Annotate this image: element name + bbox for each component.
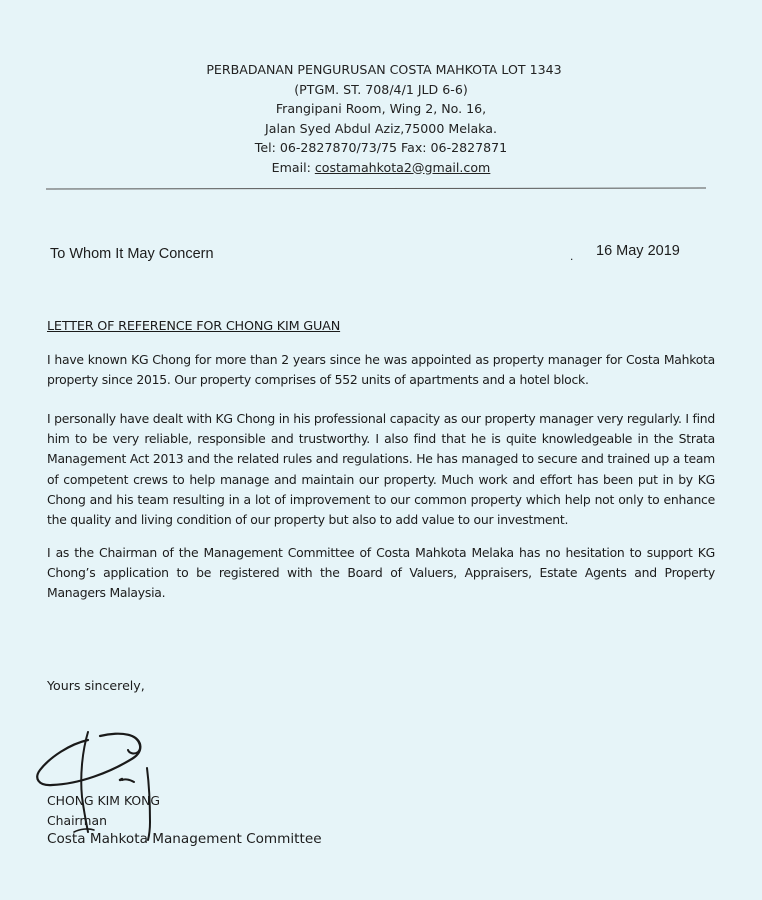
signatory-organization: Costa Mahkota Management Committee <box>47 831 322 847</box>
body-paragraph: I have known KG Chong for more than 2 years since he was appointed as property manager for Costa Mahkota property since 2015. Our property comprises of 552 units of apartments and a hotel block. <box>47 352 715 388</box>
address-line-2: Jalan Syed Abdul Aziz,75000 Melaka. <box>265 120 497 136</box>
signatory-title: Chairman <box>47 812 107 828</box>
title-reference: (PTGM. ST. 708/4/1 JLD 6-6) <box>294 81 468 97</box>
email-line <box>0 158 762 178</box>
address-line-1: Frangipani Room, Wing 2, No. 16, <box>275 101 487 116</box>
organization-name: PERBADANAN PENGURUSAN COSTA MAHKOTA LOT 1343 <box>206 62 562 77</box>
signature-block <box>47 791 322 850</box>
letterhead <box>0 60 762 177</box>
email-link[interactable]: costamahkota2@gmail.com <box>314 159 491 175</box>
letter-subject: LETTER OF REFERENCE FOR CHONG KIM GUAN <box>47 319 341 334</box>
salutation: To Whom It May Concern <box>50 246 214 262</box>
letter-date: 16 May 2019 <box>596 243 680 259</box>
contact-numbers: Tel: 06-2827870/73/75 Fax: 06-2827871 <box>254 140 508 155</box>
email-label: Email: <box>271 159 315 175</box>
valediction: Yours sincerely, <box>47 678 145 693</box>
body-paragraph: I as the Chairman of the Management Committee of Costa Mahkota Melaka has no hesitation to support KG Chong’s application to be registered with the Board of Valuers, Appraisers, Estate Agents and Property Managers Malaysia. <box>47 545 715 601</box>
date-marker: . <box>570 249 574 263</box>
body-paragraph: I personally have dealt with KG Chong in his professional capacity as our property manager very regularly. I find him to be very reliable, responsible and trustworthy. I also find that he is quite knowledgeable in the Strata Management Act 2013 and the related rules and regulations. He has managed to secure and trained up a team of competent crews to help manage and maintain our property. Much work and effort has been put in by KG Chong and his team resulting in a lot of improvement to our common property which help not only to enhance the quality and living condition of our property but also to add value to our investment. <box>47 411 715 528</box>
letterhead-divider <box>46 188 706 190</box>
signatory-name: CHONG KIM KONG <box>47 793 161 808</box>
